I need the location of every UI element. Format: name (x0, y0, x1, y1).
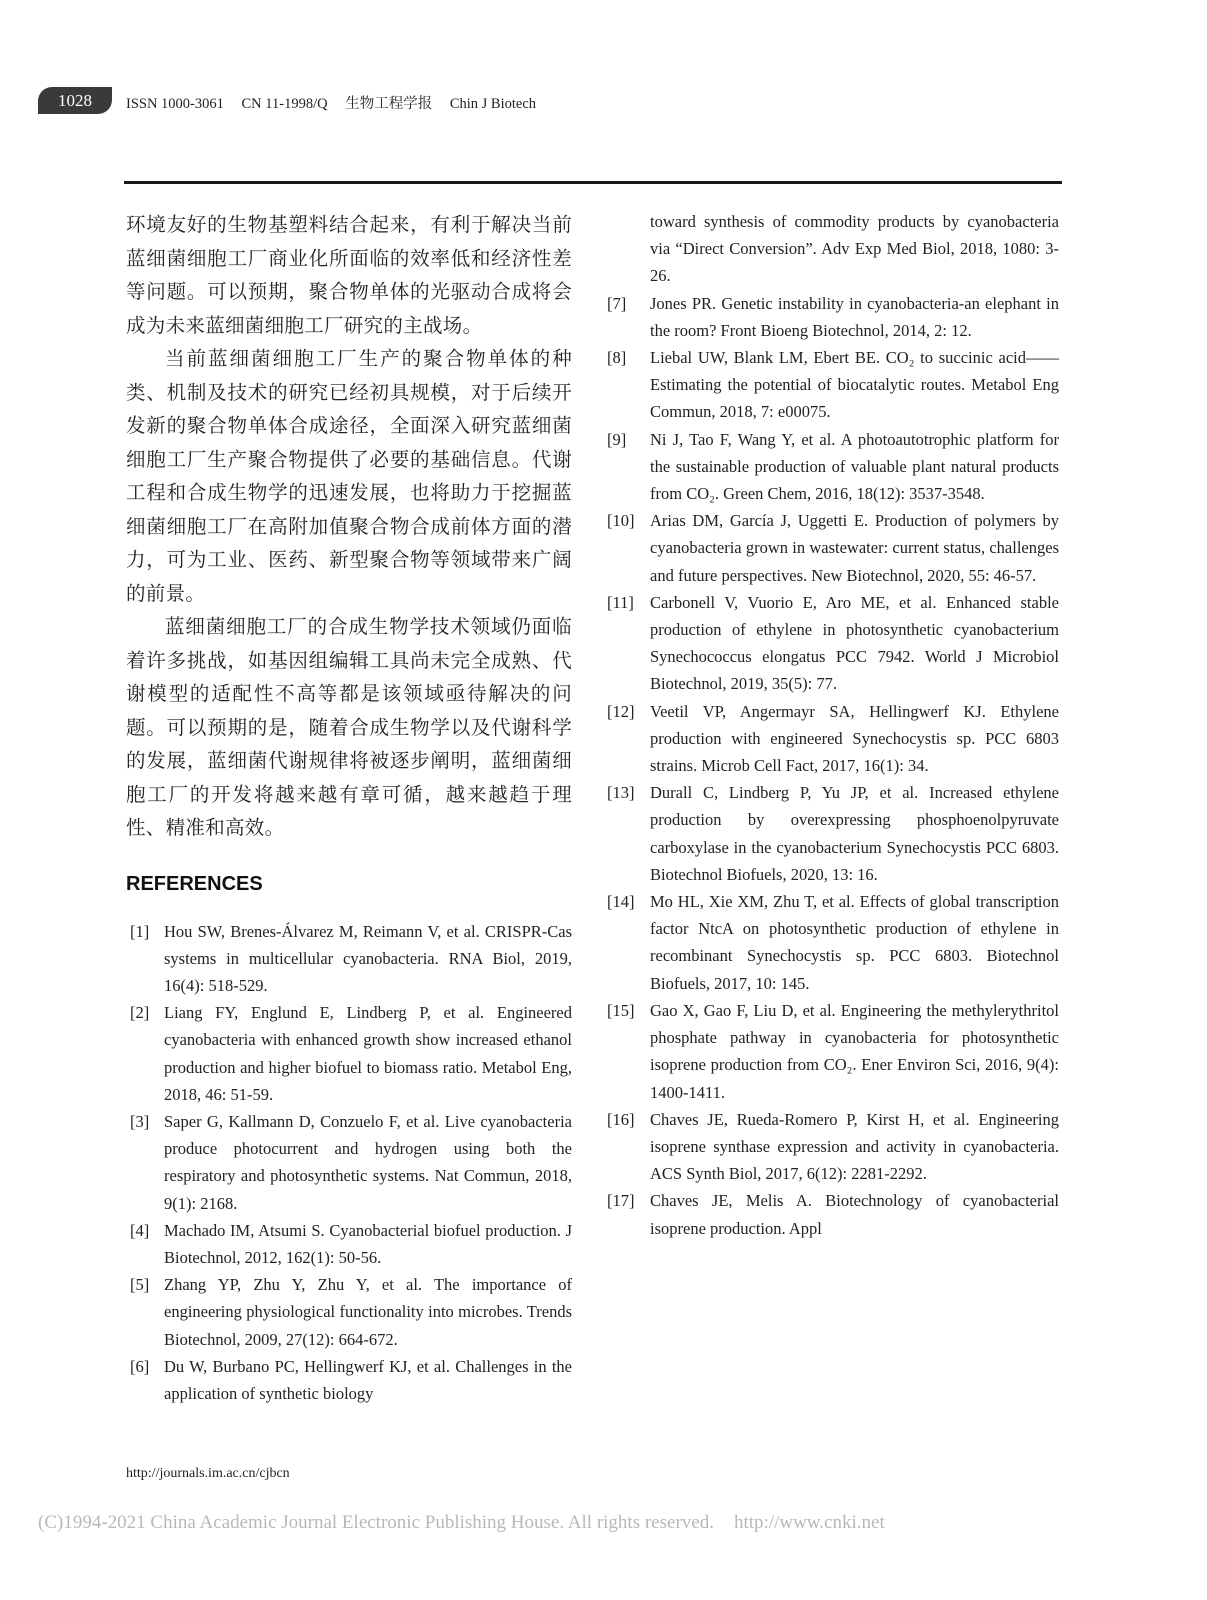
reference-number: [8] (607, 348, 627, 368)
reference-number: [11] (607, 592, 634, 612)
header-rule (124, 181, 1062, 184)
reference-continuation: toward synthesis of commodity products by cyanobacteria via “Direct Conversion”. Adv Exp Med Biol, 2018, 1080: 3-26. (650, 212, 1059, 286)
reference-text: Mo HL, Xie XM, Zhu T, et al. Effects of global transcription factor NtcA on photosynthetic production of ethylene in recombinant Synechocystis sp. PCC 6803. Biotechnol Biofuels, 2017, 10: 145. (650, 892, 1059, 993)
reference-number: [2] (130, 1003, 150, 1023)
reference-text: Ni J, Tao F, Wang Y, et al. A photoautotrophic platform for the sustainable production of valuable plant natural products from CO₂. Green Chem, 2016, 18(12): 3537-3548. (650, 429, 1059, 504)
reference-item (607, 426, 1059, 508)
right-column (607, 208, 1059, 1242)
reference-text: Liebal UW, Blank LM, Ebert BE. CO₂ to succinic acid——Estimating the potential of biocatalytic routes. Metabol Eng Commun, 2018, 7: e00075. (650, 348, 1059, 422)
reference-text: Du W, Burbano PC, Hellingwerf KJ, et al. Challenges in the application of synthetic biology (164, 1356, 572, 1403)
reference-text: Chaves JE, Melis A. Biotechnology of cyanobacterial isoprene production. Appl (650, 1191, 1059, 1238)
running-header (126, 92, 550, 113)
reference-item (607, 1187, 1059, 1241)
reference-item (126, 999, 572, 1108)
issn: ISSN 1000-3061 (126, 96, 224, 112)
reference-item (607, 589, 1059, 698)
body-paragraph: 当前蓝细菌细胞工厂生产的聚合物单体的种类、机制及技术的研究已经初具规模，对于后续开发新的聚合物单体合成途径，全面深入研究蓝细菌细胞工厂生产聚合物提供了必要的基础信息。代谢工程和合成生物学的迅速发展，也将助力于挖掘蓝细菌细胞工厂在高附加值聚合物合成前体方面的潜力，可为工业、医药、新型聚合物等领域带来广阔的前景。 (126, 347, 572, 605)
reference-item (126, 1271, 572, 1353)
reference-text: Hou SW, Brenes-Álvarez M, Reimann V, et al. CRISPR-Cas systems in multicellular cyanobacteria. RNA Biol, 2019, 16(4): 518-529. (164, 921, 572, 995)
reference-number: [5] (130, 1275, 150, 1295)
reference-number: [15] (607, 1000, 635, 1020)
body-paragraph: 环境友好的生物基塑料结合起来，有利于解决当前蓝细菌细胞工厂商业化所面临的效率低和经济性差等问题。可以预期，聚合物单体的光驱动合成将会成为未来蓝细菌细胞工厂研究的主战场。 (126, 213, 572, 337)
journal-name-cn: 生物工程学报 (345, 96, 433, 112)
reference-text: Zhang YP, Zhu Y, Zhu Y, et al. The importance of engineering physiological functionality into microbes. Trends Biotechnol, 2009, 27(12): 664-672. (164, 1275, 572, 1349)
reference-item (607, 290, 1059, 344)
reference-item (126, 1353, 572, 1407)
reference-text: Veetil VP, Angermayr SA, Hellingwerf KJ. Ethylene production with engineered Synechocystis sp. PCC 6803 strains. Microb Cell Fact, 2017, 16(1): 34. (650, 701, 1059, 776)
page-number-badge: 1028 (38, 87, 112, 114)
reference-number: [17] (607, 1191, 635, 1211)
reference-number: [3] (130, 1111, 150, 1131)
reference-item (607, 997, 1059, 1106)
reference-text: Durall C, Lindberg P, Yu JP, et al. Increased ethylene production by overexpressing phosphoenolpyruvate carboxylase in the cyanobacterium Synechocystis PCC 6803. Biotechnol Biofuels, 2020, 13: 16. (650, 783, 1059, 884)
reference-number: [13] (607, 783, 635, 803)
reference-number: [7] (607, 293, 627, 313)
left-column (126, 208, 572, 1407)
body-paragraph: 蓝细菌细胞工厂的合成生物学技术领域仍面临着许多挑战，如基因组编辑工具尚未完全成熟、代谢模型的适配性不高等都是该领域亟待解决的问题。可以预期的是，随着合成生物学以及代谢科学的发展，蓝细菌代谢规律将被逐步阐明，蓝细菌细胞工厂的开发将越来越有章可循，越来越趋于理性、精准和高效。 (126, 615, 572, 839)
reference-item (126, 1108, 572, 1217)
reference-number: [12] (607, 701, 635, 721)
reference-text: Chaves JE, Rueda-Romero P, Kirst H, et al. Engineering isoprene synthase expression and activity in cyanobacteria. ACS Synth Biol, 2017, 6(12): 2281-2292. (650, 1109, 1059, 1184)
copyright-watermark (38, 1512, 885, 1534)
reference-text: Machado IM, Atsumi S. Cyanobacterial biofuel production. J Biotechnol, 2012, 162(1): 50-56. (164, 1220, 572, 1267)
reference-number: [9] (607, 429, 627, 449)
reference-number: [16] (607, 1109, 635, 1129)
reference-text: Liang FY, Englund E, Lindberg P, et al. Engineered cyanobacteria with enhanced growth show increased ethanol production and higher biofuel to biomass ratio. Metabol Eng, 2018, 46: 51-59. (164, 1003, 572, 1104)
reference-text: Arias DM, García J, Uggetti E. Production of polymers by cyanobacteria grown in wastewater: current status, challenges and future perspectives. New Biotechnol, 2020, 55: 46-57. (650, 511, 1059, 585)
references-heading: REFERENCES (126, 872, 263, 895)
reference-number: [6] (130, 1356, 150, 1376)
reference-item (607, 507, 1059, 589)
reference-number: [4] (130, 1220, 150, 1240)
reference-text: Jones PR. Genetic instability in cyanobacteria-an elephant in the room? Front Bioeng Biotechnol, 2014, 2: 12. (650, 293, 1059, 340)
copyright-text: (C)1994-2021 China Academic Journal Electronic Publishing House. All rights reserved. (38, 1512, 714, 1533)
cn-number: CN 11-1998/Q (241, 96, 328, 112)
reference-number: [14] (607, 892, 635, 912)
journal-url[interactable]: http://journals.im.ac.cn/cjbcn (126, 1466, 290, 1481)
reference-number: [1] (130, 921, 150, 941)
reference-text: Saper G, Kallmann D, Conzuelo F, et al. Live cyanobacteria produce photocurrent and hydrogen using both the respiratory and photosynthetic systems. Nat Commun, 2018, 9(1): 2168. (164, 1111, 572, 1213)
journal-name-en: Chin J Biotech (449, 96, 537, 112)
cnki-url: http://www.cnki.net (733, 1512, 885, 1533)
reference-number: [10] (607, 511, 635, 531)
reference-item (607, 344, 1059, 426)
reference-item (607, 888, 1059, 997)
reference-item (607, 698, 1059, 780)
reference-item (607, 1106, 1059, 1188)
reference-text: Carbonell V, Vuorio E, Aro ME, et al. Enhanced stable production of ethylene in photosynthetic cyanobacterium Synechococcus elongatus PCC 7942. World J Microbiol Biotechnol, 2019, 35(5): 77. (650, 592, 1059, 694)
reference-item (126, 1217, 572, 1271)
reference-item (126, 918, 572, 1000)
reference-item (607, 779, 1059, 888)
reference-text: Gao X, Gao F, Liu D, et al. Engineering the methylerythritol phosphate pathway in cyanobacteria for photosynthetic isoprene production from CO₂. Ener Environ Sci, 2016, 9(4): 1400-1411. (650, 1000, 1059, 1102)
